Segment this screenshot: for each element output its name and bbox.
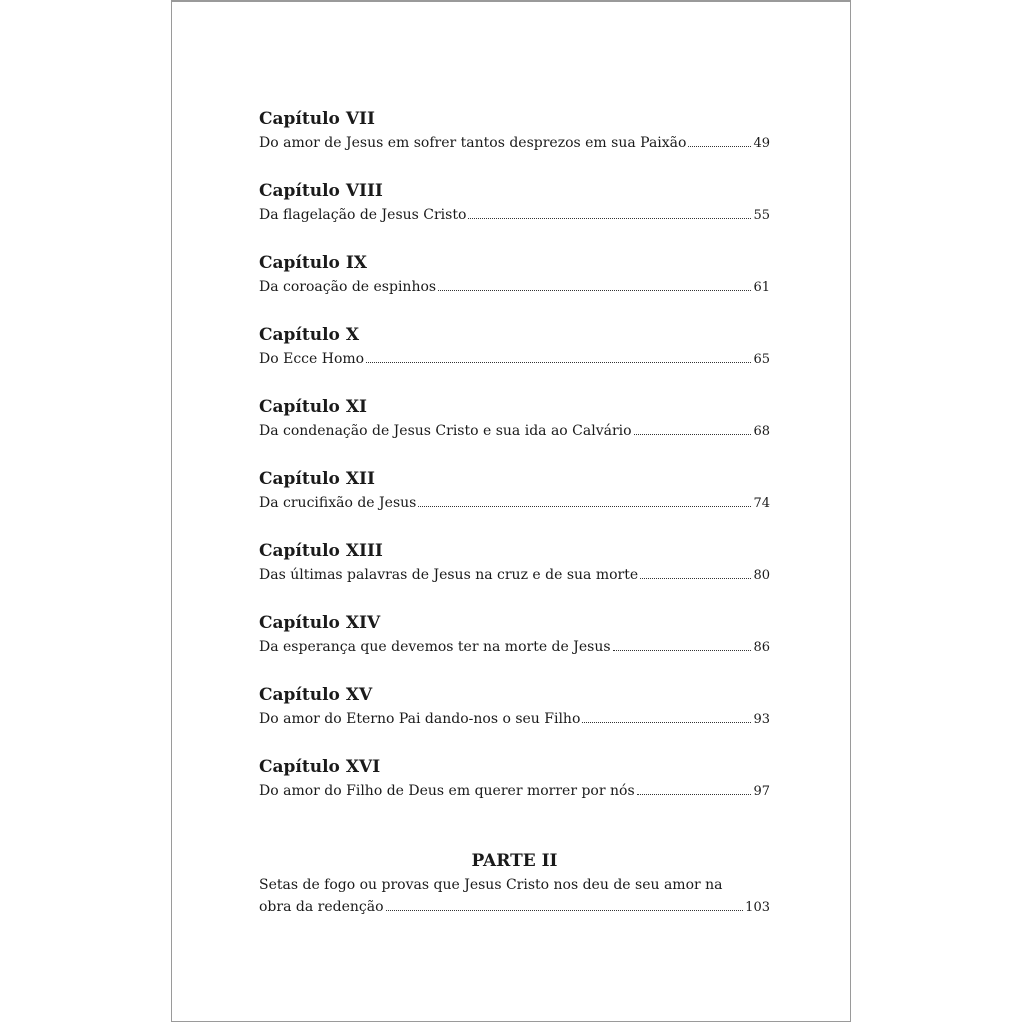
toc-line[interactable] [259,780,770,802]
chapter-title: Do amor de Jesus em sofrer tantos desprezos em sua Paixão [259,135,687,151]
dot-leader [418,506,751,507]
dot-leader [582,722,751,723]
chapter-title: Da crucifixão de Jesus [259,495,417,511]
part-title: obra da redenção [259,899,384,915]
chapter-title: Da condenação de Jesus Cristo e sua ida ao Calvário [259,423,632,439]
chapter-title: Da coroação de espinhos [259,279,437,295]
toc-entry-chapter-x [259,322,770,394]
dot-leader [640,578,751,579]
toc-entry-chapter-xii [259,466,770,538]
book-page [171,0,851,1022]
dot-leader [688,146,751,147]
toc-entry-chapter-xv [259,682,770,754]
chapter-heading: Capítulo X [259,325,360,345]
part-description-line: Setas de fogo ou provas que Jesus Cristo nos deu de seu amor na [259,877,723,893]
page-number: 93 [753,712,770,727]
page-number: 97 [753,784,770,799]
toc-line[interactable] [259,348,770,370]
page-number: 65 [753,352,770,367]
dot-leader [637,794,752,795]
chapter-heading: Capítulo XV [259,685,373,705]
page-number: 74 [753,496,770,511]
toc-line[interactable] [259,132,770,154]
chapter-heading: Capítulo VIII [259,181,383,201]
toc-entry-chapter-xi [259,394,770,466]
toc-line[interactable] [259,896,770,918]
dot-leader [613,650,752,651]
chapter-title: Do amor do Eterno Pai dando-nos o seu Filho [259,711,581,727]
page-number: 68 [753,424,770,439]
page-number: 86 [753,640,770,655]
toc-entry-chapter-vii [259,106,770,178]
chapter-heading: Capítulo VII [259,109,375,129]
chapter-heading: Capítulo XI [259,397,367,417]
part-heading: PARTE II [471,851,558,871]
dot-leader [438,290,751,291]
dot-leader [634,434,752,435]
dot-leader [386,910,744,911]
toc-entry-chapter-xvi [259,754,770,826]
chapter-title: Do amor do Filho de Deus em querer morrer por nós [259,783,635,799]
toc-line[interactable] [259,204,770,226]
toc-line[interactable] [259,420,770,442]
chapter-title: Da esperança que devemos ter na morte de Jesus [259,639,611,655]
chapter-title: Das últimas palavras de Jesus na cruz e de sua morte [259,567,639,583]
table-of-contents [259,106,770,918]
chapter-heading: Capítulo XIV [259,613,381,633]
toc-line[interactable] [259,492,770,514]
toc-line[interactable] [259,564,770,586]
chapter-title: Do Ecce Homo [259,351,365,367]
dot-leader [468,218,751,219]
toc-entry-chapter-xiv [259,610,770,682]
dot-leader [366,362,751,363]
page-number: 103 [745,900,770,915]
toc-entry-part-ii [259,848,770,918]
page-number: 49 [753,136,770,151]
toc-line[interactable] [259,636,770,658]
chapter-title: Da flagelação de Jesus Cristo [259,207,467,223]
chapter-heading: Capítulo XVI [259,757,381,777]
page-number: 80 [753,568,770,583]
chapter-heading: Capítulo XIII [259,541,383,561]
toc-line[interactable] [259,276,770,298]
toc-entry-chapter-viii [259,178,770,250]
page-number: 61 [753,280,770,295]
page-number: 55 [753,208,770,223]
toc-line[interactable] [259,708,770,730]
toc-entry-chapter-xiii [259,538,770,610]
chapter-heading: Capítulo IX [259,253,367,273]
chapter-heading: Capítulo XII [259,469,375,489]
toc-entry-chapter-ix [259,250,770,322]
